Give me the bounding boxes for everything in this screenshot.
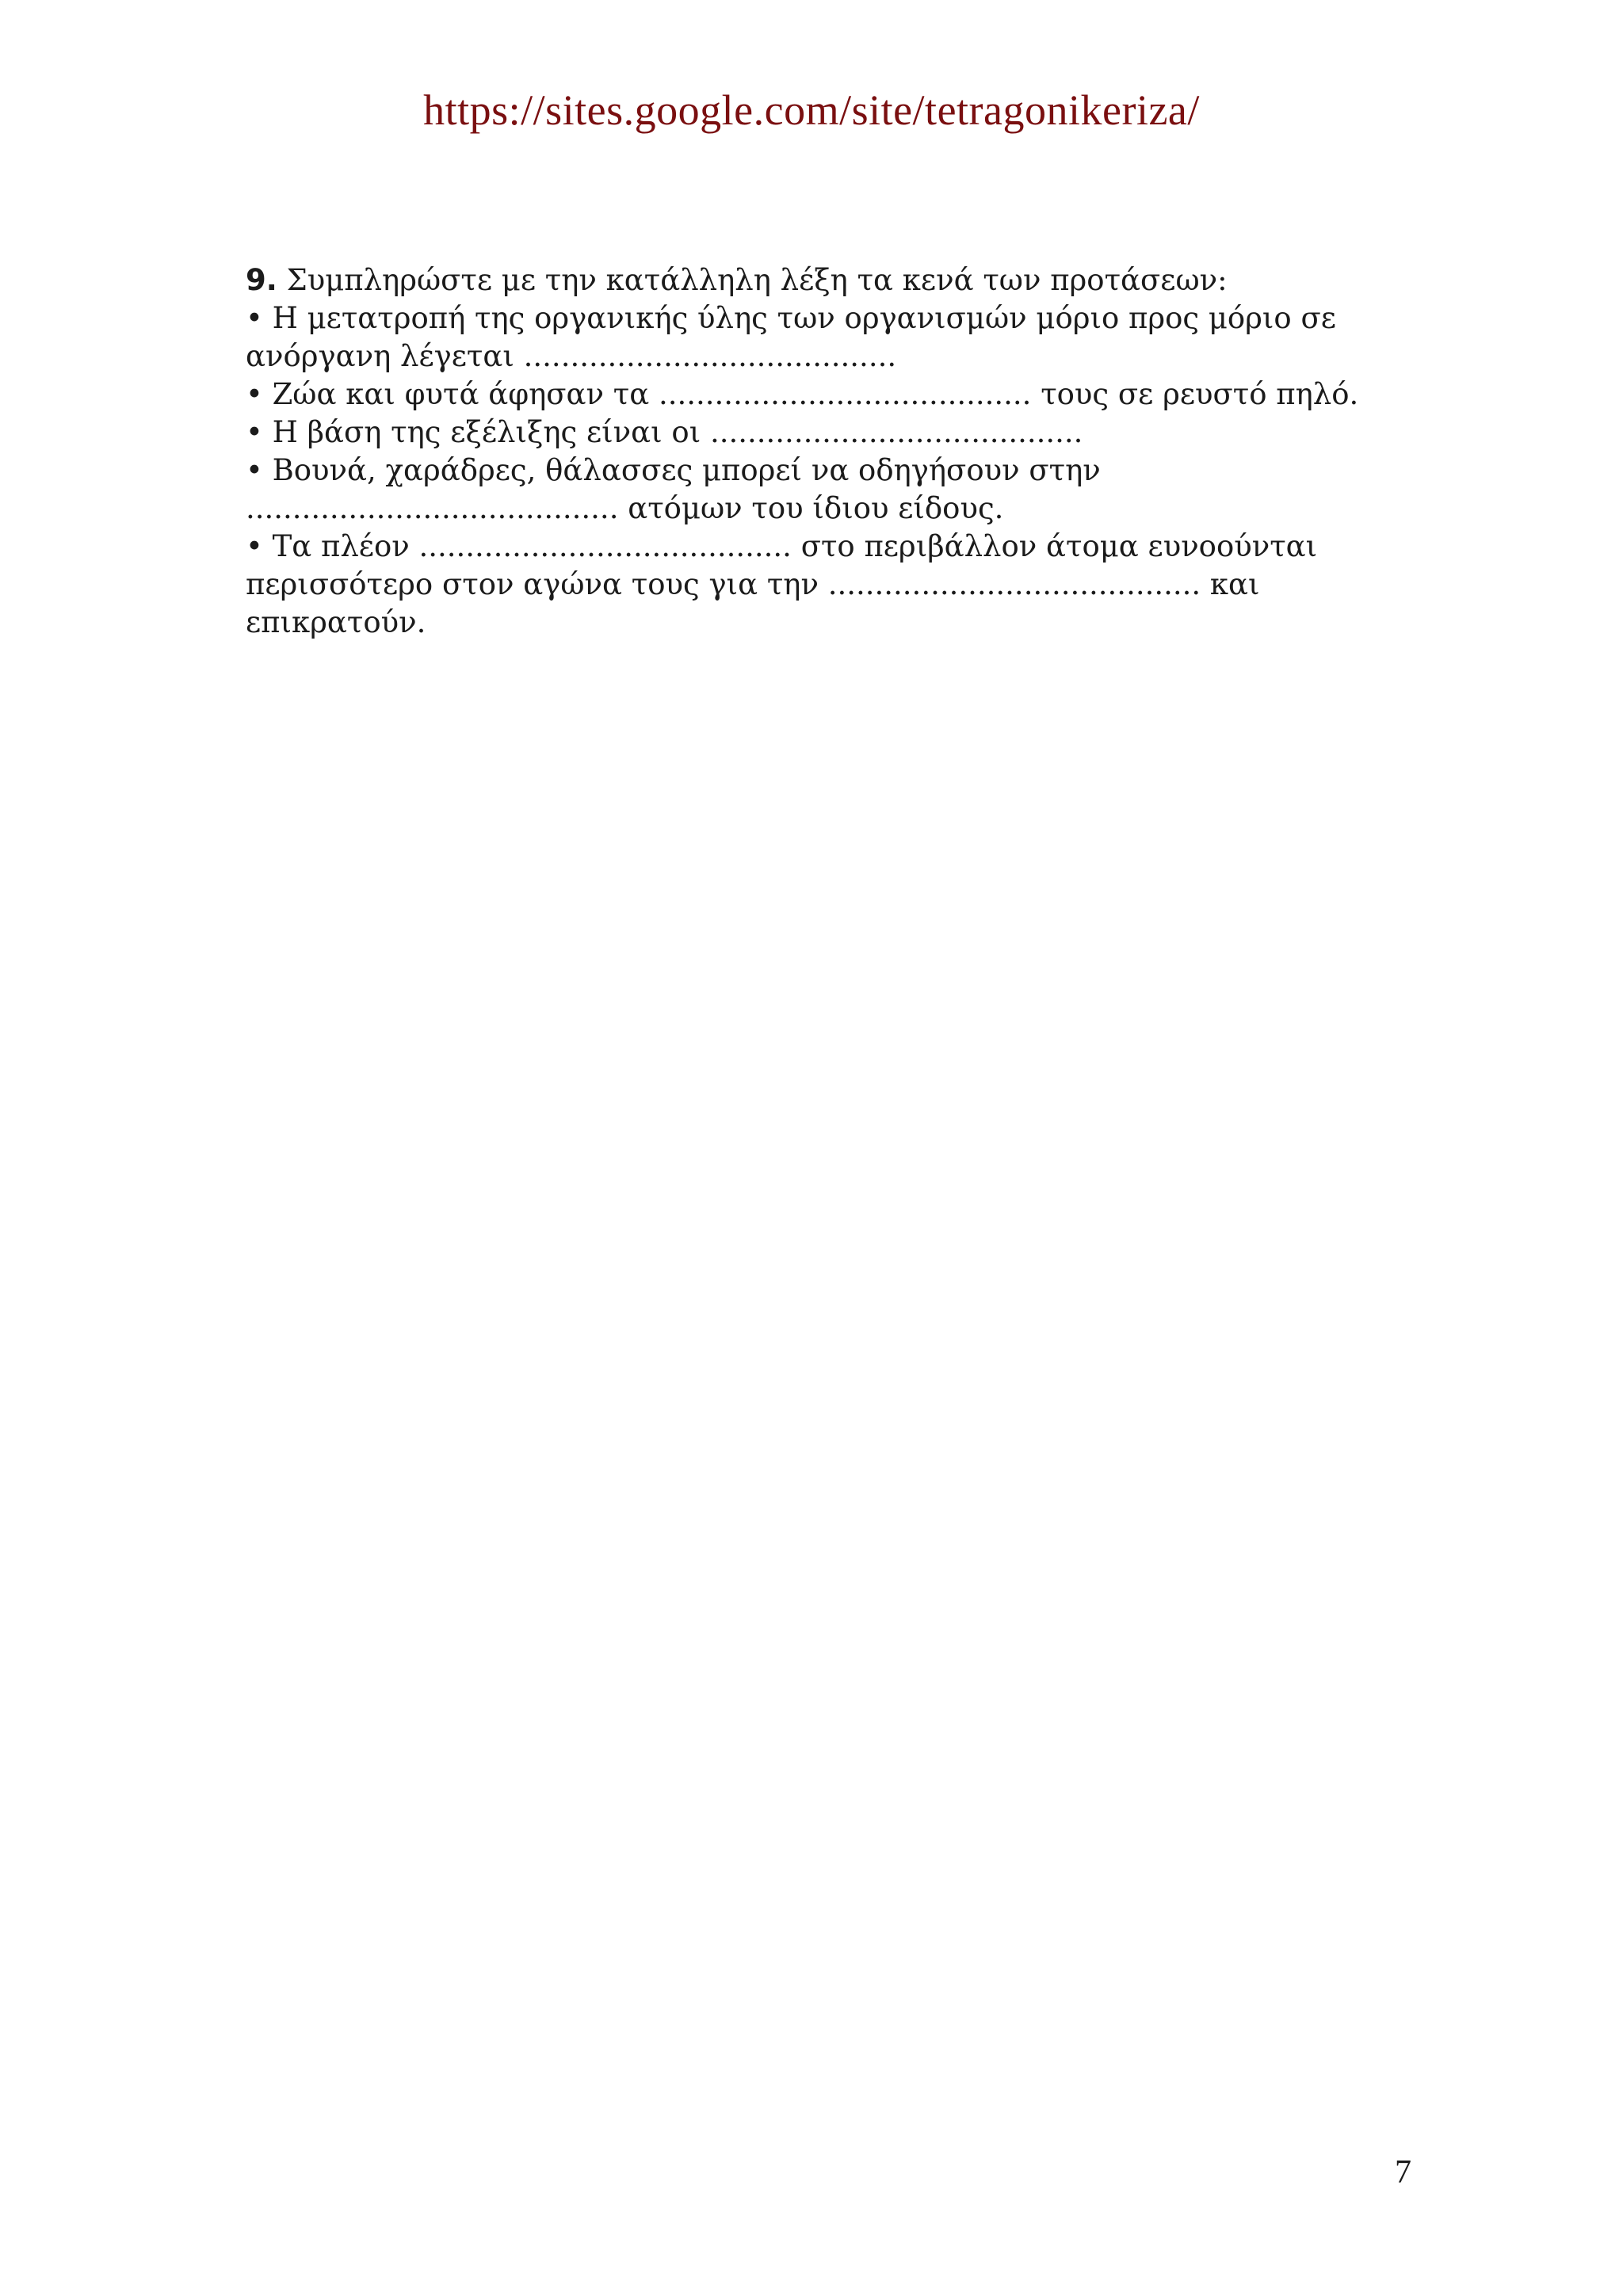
- exercise-line-3: • Ζώα και φυτά άφησαν τα ........................................ τους σε ρευστό πηλό.: [246, 377, 1359, 411]
- exercise-instruction-line: [246, 261, 1434, 299]
- exercise-9: [246, 261, 1434, 642]
- exercise-line-6: ........................................ ατόμων του ίδιου είδους.: [246, 491, 1004, 525]
- exercise-line-5: • Βουνά, χαράδρες, θάλασσες μπορεί να οδηγήσουν στην: [246, 453, 1101, 487]
- exercise-line-1: • Η μετατροπή της οργανικής ύλης των οργανισμών μόριο προς μόριο σε: [246, 301, 1336, 335]
- exercise-line-7: • Τα πλέον ........................................ στο περιβάλλον άτομα ευνοούνται: [246, 529, 1318, 563]
- header-site-link[interactable]: https://sites.google.com/site/tetragonikeriza/: [423, 86, 1200, 134]
- exercise-line-4: • Η βάση της εξέλιξης είναι οι ........................................: [246, 415, 1083, 449]
- page-number: 7: [1395, 2154, 1411, 2191]
- exercise-line-9: επικρατούν.: [246, 605, 426, 639]
- exercise-line-8: περισσότερο στον αγώνα τους για την ........................................ και: [246, 567, 1260, 601]
- exercise-line-2: ανόργανη λέγεται ........................................: [246, 339, 897, 373]
- exercise-number: 9.: [246, 263, 277, 297]
- exercise-instruction: Συμπληρώστε με την κατάλληλη λέξη τα κενά των προτάσεων:: [277, 263, 1228, 297]
